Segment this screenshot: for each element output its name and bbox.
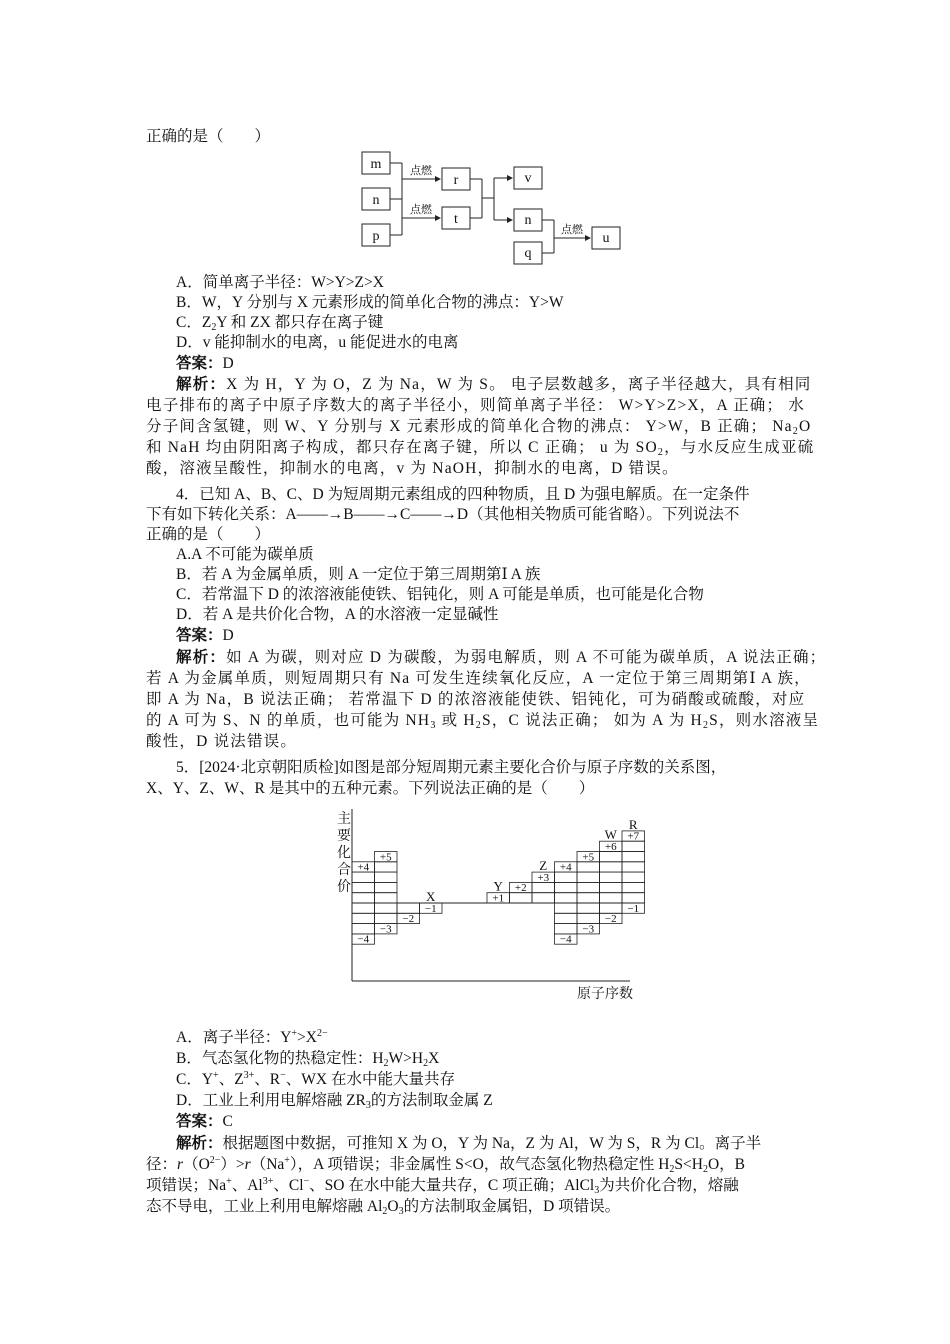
- value-label-positive: +5: [582, 851, 595, 864]
- q4-option-b: B．若 A 为金属单质，则 A 一定位于第三周期第Ⅰ A 族: [176, 566, 541, 583]
- q4-analysis-line-2: 若 A 为金属单质，则短周期只有 Na 可发生连续氧化反应，A 一定位于第三周期第Ⅰ A 族，: [146, 670, 811, 687]
- q3-analysis-line-2: 电子排布的离子中原子序数大的离子半径小，则简单离子半径： W>Y>Z>X，A 正确； 水: [146, 397, 805, 414]
- grid-cell: [600, 852, 623, 862]
- value-label-negative: −1: [627, 902, 640, 915]
- grid-cell: [555, 913, 578, 923]
- node-n: n: [372, 193, 380, 208]
- q5-option-c: C．Y+、$Z^{3+}$、R−、WX 在水中能大量共存: [176, 1070, 455, 1088]
- q4-analysis-line-5: 酸性，D 说法错误。: [146, 733, 298, 750]
- q4-option-a: A.A 不可能为碳单质: [176, 546, 314, 563]
- grid-cell: [577, 872, 600, 882]
- grid-cell: [600, 903, 623, 913]
- q4-analysis-line-1: 解析：如 A 为碳，则对应 D 为碳酸，为弱电解质，则 A 不可能为碳单质，A 说法正确；: [176, 649, 827, 666]
- grid-cell: [622, 893, 645, 903]
- node-v: v: [524, 171, 532, 186]
- grid-cell: [375, 862, 398, 872]
- grid-cell: [352, 872, 375, 882]
- grid-cell: [577, 903, 600, 913]
- node-u: u: [602, 231, 610, 246]
- value-label-negative: −4: [357, 933, 370, 946]
- q4-analysis-line-3: 即 A 为 Na，B 说法正确； 若常温下 D 的浓溶液能使铁、铝钝化，可为硝酸或硫酸，对应: [146, 691, 806, 708]
- grid-cell: [600, 872, 623, 882]
- value-label-positive: +1: [492, 892, 505, 905]
- grid-cell: [622, 882, 645, 892]
- arrow-label-ignite-2: 点燃: [410, 204, 432, 216]
- node-t: t: [454, 212, 458, 227]
- node-q: q: [524, 246, 532, 261]
- element-label: Y: [493, 878, 503, 894]
- grid-cell: [577, 893, 600, 903]
- grid-cell: [555, 903, 578, 913]
- q5-stem-line-2: X、Y、Z、W、R 是其中的五种元素。下列说法正确的是（ ）: [146, 780, 595, 797]
- valence-chart: [330, 805, 650, 1005]
- q5-analysis-line-2: 径：$r(O^{2-})>r(Na^+)$，A 项错误；非金属性 S<O，故气态氢化物热稳定性 $H_2S<H_2O$，B: [146, 1155, 745, 1175]
- q5-analysis-line-4: 态不导电，工业上利用电解熔融 $Al_2O_3$的方法制取金属铝，D 项错误。: [146, 1198, 621, 1217]
- grid-cell: [532, 893, 555, 903]
- grid-cell: [577, 862, 600, 872]
- grid-cell: [375, 893, 398, 903]
- q5-analysis-line-3: 项错误；Na+、$Al^{3+}$、Cl−、SO 在水中能大量共存，C 项正确；AlCl$_3$为共价化合物，熔融: [146, 1176, 739, 1196]
- q3-stem-tail: 正确的是（ ）: [146, 128, 271, 145]
- value-label-negative: −1: [424, 902, 437, 915]
- node-n2: n: [524, 213, 532, 228]
- value-label-positive: +2: [514, 882, 527, 895]
- q4-option-c: C．若常温下 D 的浓溶液能使铁、铝钝化，则 A 可能是单质，也可能是化合物: [176, 586, 704, 603]
- y-axis-label-char: 合: [337, 863, 351, 878]
- grid-cell: [510, 893, 533, 903]
- grid-cell: [397, 903, 420, 913]
- value-label-negative: −2: [604, 913, 617, 926]
- value-label-positive: +4: [357, 861, 370, 874]
- grid-cell: [622, 841, 645, 851]
- x-axis-label: 原子序数: [577, 987, 633, 1002]
- grid-cell: [375, 882, 398, 892]
- q4-stem-line-2: 下有如下转化关系：A——→B——→C——→D（其他相关物质可能省略）。下列说法不: [146, 506, 740, 523]
- grid-cell: [622, 852, 645, 862]
- value-label-positive: +7: [627, 830, 640, 843]
- q5-option-a: A．离子半径：$Y^+>X^{2-}$: [176, 1028, 328, 1046]
- value-label-negative: −4: [559, 933, 572, 946]
- grid-cell: [600, 893, 623, 903]
- arrow-label-ignite-1: 点燃: [410, 165, 432, 177]
- element-label: W: [604, 827, 617, 843]
- grid-cell: [555, 882, 578, 892]
- q5-option-d: D．工业上利用电解熔融 $ZR_3$的方法制取金属 Z: [176, 1092, 493, 1111]
- grid-cell: [352, 882, 375, 892]
- q3-answer: 答案：D: [176, 355, 234, 372]
- value-label-positive: +5: [379, 851, 392, 864]
- value-label-positive: +6: [604, 841, 617, 853]
- y-axis-label-char: 主: [337, 812, 351, 827]
- value-label-negative: −2: [402, 913, 415, 926]
- q4-analysis-line-4: 的 A 可为 S、N 的单质，也可能为 $NH_3$ 或 $H_2S$，C 说法正确； 如为 A 为 $H_2S$，则水溶液呈: [146, 712, 820, 731]
- value-label-negative: −3: [379, 923, 392, 936]
- q4-answer: 答案：D: [176, 627, 234, 644]
- value-label-negative: −3: [582, 923, 595, 936]
- value-label-positive: +4: [559, 861, 572, 874]
- q5-analysis-line-1: 解析：根据题图中数据，可推知 X 为 O，Y 为 Na，Z 为 Al，W 为 S，R 为 Cl。离子半: [176, 1135, 762, 1152]
- grid-cell: [352, 913, 375, 923]
- grid-cell: [622, 862, 645, 872]
- q4-option-d: D．若 A 是共价化合物，A 的水溶液一定显碱性: [176, 606, 499, 623]
- grid-cell: [622, 872, 645, 882]
- element-label: X: [426, 889, 436, 904]
- grid-cell: [600, 882, 623, 892]
- grid-cell: [600, 862, 623, 872]
- node-p: p: [372, 229, 380, 244]
- grid-cell: [555, 893, 578, 903]
- reaction-diagram: [356, 148, 646, 270]
- q3-option-b: B．W，Y 分别与 X 元素形成的简单化合物的沸点：Y>W: [176, 294, 564, 311]
- y-axis-label-char: 价: [337, 880, 351, 895]
- arrow-label-ignite-3: 点燃: [561, 224, 583, 236]
- y-axis-label-char: 要: [337, 829, 351, 844]
- value-label-positive: +3: [537, 871, 550, 884]
- q3-option-d: D．v 能抑制水的电离，u 能促进水的电离: [176, 334, 459, 351]
- node-m: m: [370, 157, 382, 172]
- grid-cell: [555, 924, 578, 934]
- grid-cell: [352, 903, 375, 913]
- q4-stem-line-3: 正确的是（ ）: [146, 526, 271, 543]
- q4-stem-line-1: 4．已知 A、B、C、D 为短周期元素组成的四种物质，且 D 为强电解质。在一定条件: [176, 486, 750, 503]
- grid-cell: [555, 872, 578, 882]
- q3-analysis-line-4: 和 NaH 均由阴阳离子构成，都只存在离子键，所以 C 正确； u 为 $SO_2$，与水反应生成亚硫: [146, 439, 815, 458]
- q3-option-c: C．$Z_2Y$ 和 ZX 都只存在离子键: [176, 314, 384, 333]
- grid-cell: [375, 872, 398, 882]
- q3-analysis-line-3: 分子间含氢键，则 W、Y 分别与 X 元素形成的简单化合物的沸点： Y>W，B 正确； $Na_2O$: [146, 418, 812, 437]
- q5-stem-line-1: 5．[2024·北京朝阳质检]如图是部分短周期元素主要化合价与原子序数的关系图，: [176, 759, 727, 776]
- element-label: R: [628, 816, 638, 832]
- q5-option-b: B．气态氢化物的热稳定性：$H_2W>H_2X$: [176, 1050, 440, 1069]
- element-label: Z: [539, 858, 548, 874]
- q3-option-a: A．简单离子半径：W>Y>Z>X: [176, 274, 384, 291]
- grid-cell: [352, 924, 375, 934]
- grid-cell: [352, 893, 375, 903]
- q3-analysis-line-1: 解析：X 为 H，Y 为 O，Z 为 Na，W 为 S。 电子层数越多，离子半径越大，具有相同: [176, 376, 812, 393]
- node-r: r: [453, 173, 459, 188]
- grid-cell: [577, 913, 600, 923]
- grid-cell: [375, 913, 398, 923]
- q3-analysis-line-5: 酸，溶液呈酸性，抑制水的电离，v 为 NaOH，抑制水的电离，D 错误。: [146, 460, 679, 477]
- q5-answer: 答案：C: [176, 1113, 233, 1130]
- grid-cell: [375, 903, 398, 913]
- y-axis-label-char: 化: [337, 846, 351, 861]
- grid-cell: [577, 882, 600, 892]
- grid-cell: [532, 882, 555, 892]
